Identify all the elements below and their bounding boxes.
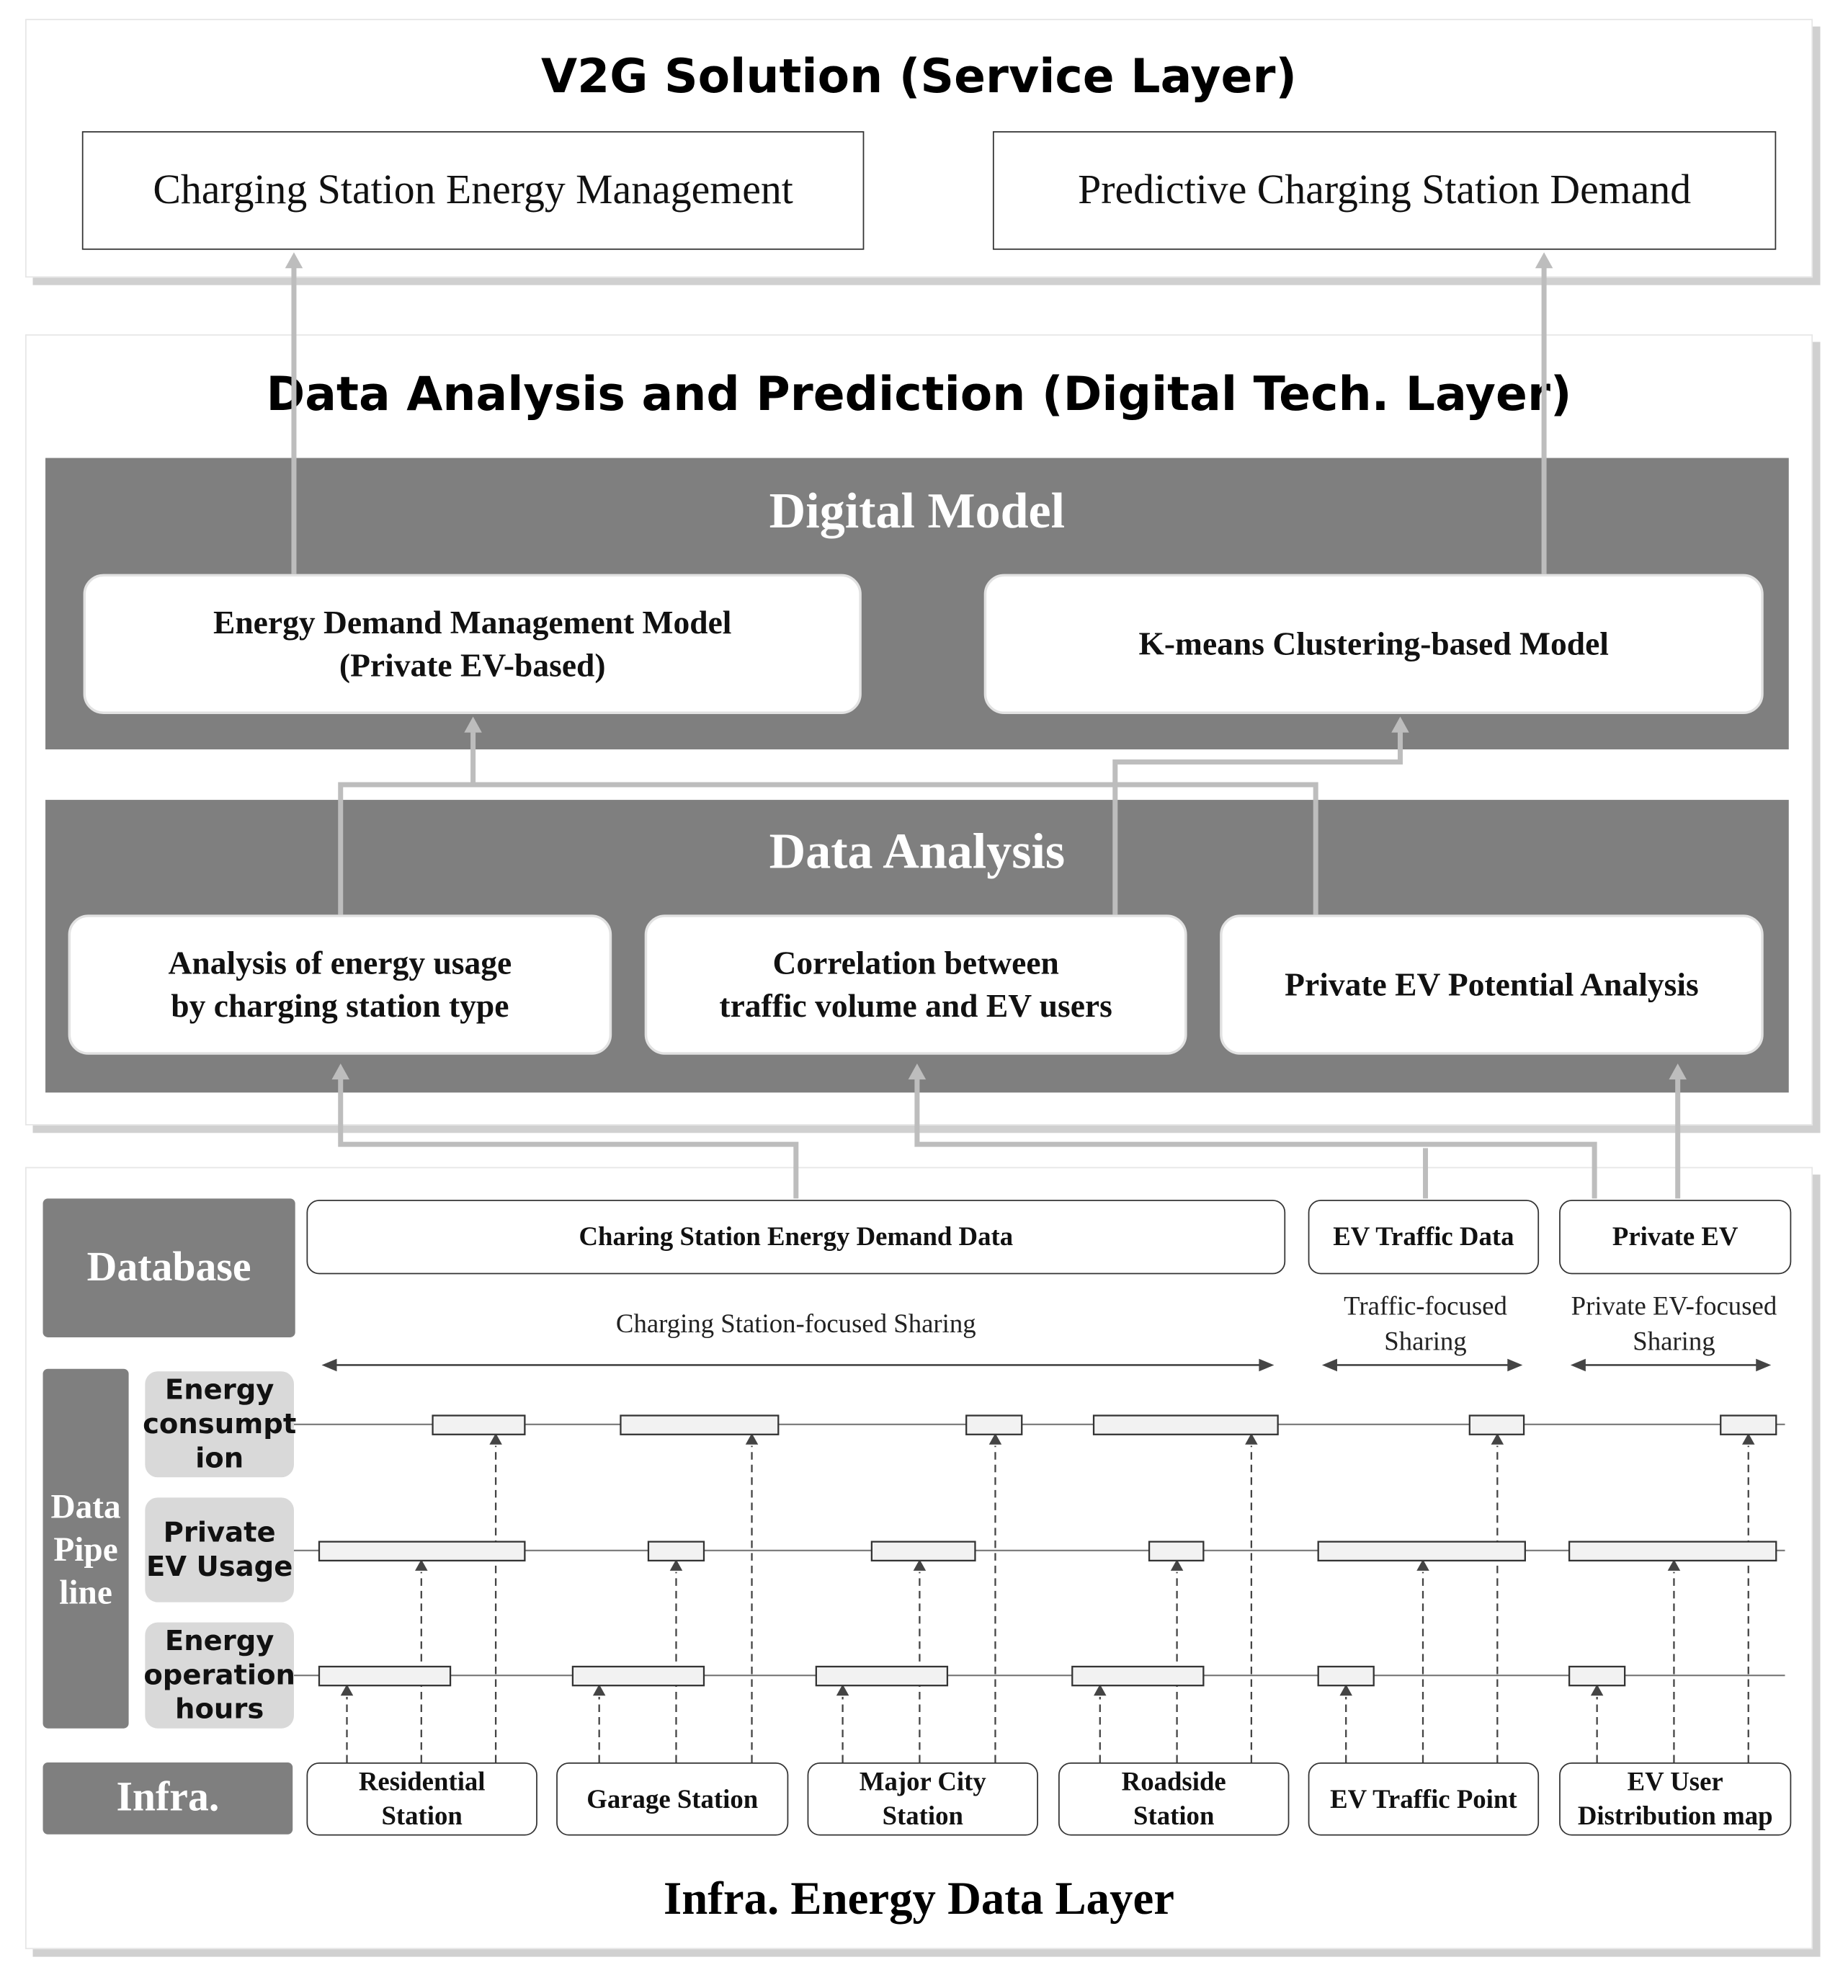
digital-layer-title: Data Analysis and Prediction (Digital Tech. Layer)	[266, 366, 1572, 421]
model-line: (Private EV-based)	[339, 646, 606, 684]
pipeline-segment	[319, 1542, 525, 1561]
arrow-right-icon	[1259, 1359, 1274, 1372]
sharing-line: Sharing	[1384, 1326, 1467, 1357]
infra-label-line: Station	[381, 1800, 463, 1831]
flow-line	[341, 1079, 796, 1198]
data-analysis-title: Data Analysis	[769, 821, 1066, 879]
arrow-head-icon	[1391, 717, 1409, 733]
analysis-line: Correlation between	[772, 944, 1059, 981]
db-ev-traffic: EV Traffic Data	[1308, 1200, 1539, 1274]
digital-model-title: Digital Model	[769, 481, 1066, 538]
pipeline-segment	[966, 1416, 1022, 1435]
pipeline-label-line: Data	[50, 1486, 121, 1525]
infra-label-line: EV User	[1627, 1766, 1723, 1797]
infra-label: Infra.	[43, 1762, 293, 1835]
pipeline-segment	[1094, 1416, 1278, 1435]
service-box-energy-management: Charging Station Energy Management	[82, 131, 865, 250]
service-layer-title: V2G Solution (Service Layer)	[541, 48, 1298, 103]
pipeline-segment	[1470, 1416, 1524, 1435]
row-label-line: ion	[195, 1443, 244, 1474]
pipeline-label-line: Pipe	[53, 1529, 118, 1568]
arrow-left-icon	[1571, 1359, 1586, 1372]
infra-label-line: Major City	[859, 1766, 986, 1797]
pipeline-segment	[1072, 1667, 1203, 1685]
db-private-ev: Private EV	[1559, 1200, 1791, 1274]
sharing-line: Sharing	[1633, 1326, 1715, 1357]
pipeline-segment	[319, 1667, 450, 1685]
sharing-line: Private EV-focused	[1571, 1291, 1777, 1321]
row-label-line: consumpt	[143, 1408, 297, 1440]
pipeline-segment	[620, 1416, 778, 1435]
flow-line	[1115, 732, 1401, 915]
infra-layer-title: Infra. Energy Data Layer	[664, 1873, 1174, 1925]
infra-label-line: Garage Station	[586, 1783, 759, 1814]
analysis-line: Analysis of energy usage	[168, 944, 512, 981]
infra-label-line: Station	[1133, 1800, 1215, 1831]
sharing-charging-station: Charging Station-focused Sharing	[615, 1308, 976, 1339]
arrow-head-icon	[909, 1064, 927, 1079]
row-label-line: operation	[143, 1659, 295, 1692]
analysis-line: by charging station type	[171, 987, 509, 1024]
infra-label-line: Station	[882, 1800, 963, 1831]
row-label-line: Private	[163, 1517, 276, 1549]
pipeline-segment	[816, 1667, 947, 1685]
pipeline-segment	[1569, 1542, 1776, 1561]
infra-label-line: Distribution map	[1577, 1800, 1773, 1831]
row-label-line: EV Usage	[146, 1551, 293, 1583]
flow-line	[917, 1079, 1594, 1198]
flow-line	[341, 785, 1316, 914]
row-label-line: Energy	[164, 1374, 274, 1407]
arrow-left-icon	[321, 1359, 336, 1372]
analysis-line: traffic volume and EV users	[719, 987, 1112, 1024]
arrow-head-icon	[331, 1064, 349, 1079]
arrow-head-icon	[1535, 252, 1553, 268]
arrow-head-icon	[464, 717, 482, 733]
pipeline-segment	[648, 1542, 704, 1561]
sharing-line: Traffic-focused	[1344, 1291, 1507, 1321]
pipeline-label-line: line	[59, 1572, 112, 1611]
pipeline-segment	[1318, 1667, 1374, 1685]
model-line: K-means Clustering-based Model	[1138, 625, 1609, 662]
arrow-left-icon	[1322, 1359, 1337, 1372]
model-line: Energy Demand Management Model	[213, 603, 732, 641]
arrow-head-icon	[1669, 1064, 1687, 1079]
pipeline-segment	[1318, 1542, 1525, 1561]
pipeline-segment	[1720, 1416, 1776, 1435]
pipeline-segment	[573, 1667, 704, 1685]
pipeline-segment	[1569, 1667, 1625, 1685]
pipeline-segment	[872, 1542, 976, 1561]
db-charging-station-demand: Charing Station Energy Demand Data	[306, 1200, 1285, 1274]
infra-label-line: Residential	[358, 1766, 486, 1797]
pipeline-segment	[433, 1416, 525, 1435]
arrow-right-icon	[1507, 1359, 1522, 1372]
row-label-line: hours	[175, 1693, 264, 1726]
row-label-line: Energy	[164, 1626, 274, 1657]
infra-label-line: EV Traffic Point	[1330, 1783, 1517, 1814]
database-label: Database	[43, 1198, 295, 1337]
arrow-head-icon	[285, 252, 303, 268]
infra-label-line: Roadside	[1121, 1766, 1226, 1797]
service-box-demand-prediction: Predictive Charging Station Demand	[993, 131, 1776, 250]
analysis-line: Private EV Potential Analysis	[1285, 966, 1699, 1003]
arrow-right-icon	[1756, 1359, 1771, 1372]
pipeline-segment	[1149, 1542, 1203, 1561]
